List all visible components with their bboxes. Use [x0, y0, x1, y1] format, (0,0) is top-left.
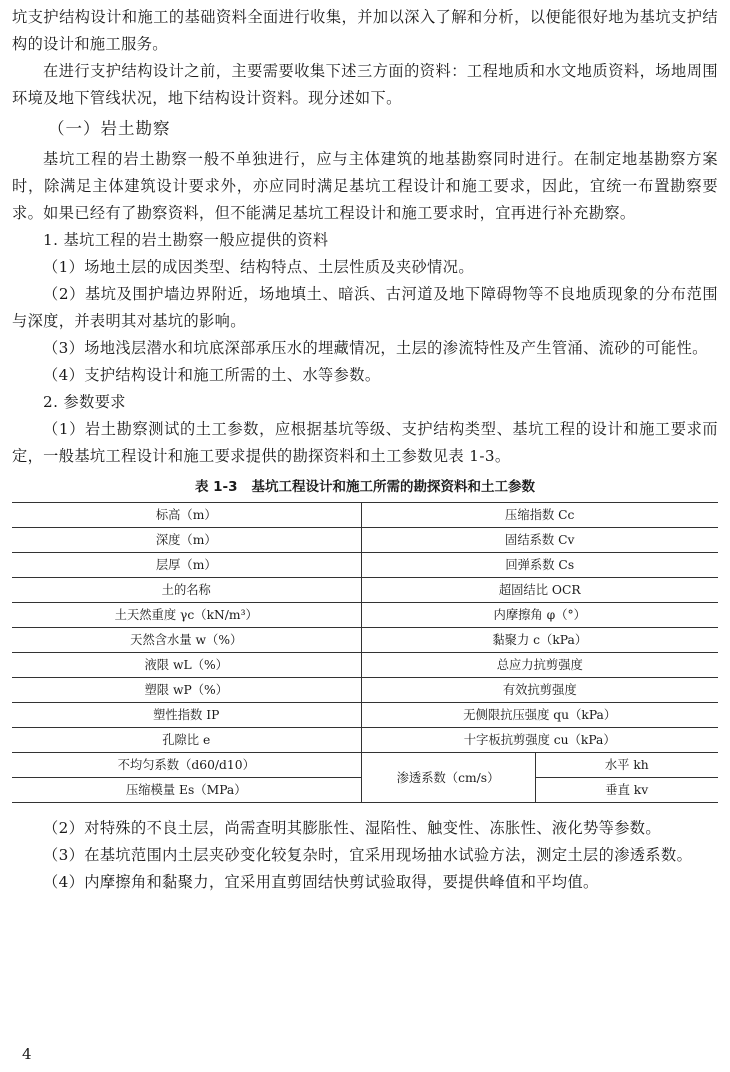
table-cell: 回弹系数 Cs	[361, 553, 718, 578]
table-row	[12, 753, 718, 778]
table-row	[12, 728, 718, 753]
list-item: （2）基坑及围护墙边界附近，场地填土、暗浜、古河道及地下障碍物等不良地质现象的分布范围与深度，并表明其对基坑的影响。	[12, 285, 718, 330]
table-cell: 超固结比 OCR	[361, 578, 718, 603]
table-cell: 固结系数 Cv	[361, 528, 718, 553]
table-cell: 层厚（m）	[12, 553, 361, 578]
list-item: （2）对特殊的不良土层，尚需查明其膨胀性、湿陷性、触变性、冻胀性、液化势等参数。	[43, 819, 661, 837]
table-cell: 总应力抗剪强度	[361, 653, 718, 678]
table-cell: 土天然重度 γc（kN/m³）	[12, 603, 361, 628]
table-row	[12, 653, 718, 678]
table-row	[12, 553, 718, 578]
table-cell: 十字板抗剪强度 cu（kPa）	[361, 728, 718, 753]
table-cell: 内摩擦角 φ（°）	[361, 603, 718, 628]
table-cell: 压缩指数 Cc	[361, 503, 718, 528]
subheading-parameters: 2. 参数要求	[43, 393, 126, 411]
paragraph-data-collection: 在进行支护结构设计之前，主要需要收集下述三方面的资料：工程地质和水文地质资料，场地周围环境及地下管线状况，地下结构设计资料。现分述如下。	[12, 62, 718, 107]
table-caption	[12, 476, 718, 498]
table-cell: 压缩模量 Es（MPa）	[12, 778, 361, 803]
list-item: （1）岩土勘察测试的土工参数，应根据基坑等级、支护结构类型、基坑工程的设计和施工要求而定，一般基坑工程设计和施工要求提供的勘探资料和土工参数见表 1-3。	[12, 420, 718, 465]
table-cell: 水平 kh	[535, 753, 718, 778]
table-cell: 渗透系数（cm/s）	[361, 753, 535, 803]
table-row	[12, 528, 718, 553]
table-cell: 液限 wL（%）	[12, 653, 361, 678]
table-cell: 深度（m）	[12, 528, 361, 553]
table-cell: 天然含水量 w（%）	[12, 628, 361, 653]
table-cell: 塑限 wP（%）	[12, 678, 361, 703]
parameters-table	[12, 502, 718, 803]
table-cell: 不均匀系数（d60/d10）	[12, 753, 361, 778]
table-cell: 无侧限抗压强度 qu（kPa）	[361, 703, 718, 728]
table-row	[12, 628, 718, 653]
table-cell: 塑性指数 IP	[12, 703, 361, 728]
table-title: 基坑工程设计和施工所需的勘探资料和土工参数	[251, 479, 536, 495]
list-item: （3）在基坑范围内土层夹砂变化较复杂时，宜采用现场抽水试验方法，测定土层的渗透系数。	[43, 846, 693, 864]
paragraph-survey-intro: 基坑工程的岩土勘察一般不单独进行，应与主体建筑的地基勘察同时进行。在制定地基勘察方案时，除满足主体建筑设计要求外，亦应同时满足基坑工程设计和施工要求，因此，宜统一布置勘察要求。如果已经有了勘察资料，但不能满足基坑工程设计和施工要求时，宜再进行补充勘察。	[12, 150, 718, 222]
table-row	[12, 503, 718, 528]
list-item: （3）场地浅层潜水和坑底深部承压水的埋藏情况，土层的渗流特性及产生管涌、流砂的可能性。	[43, 339, 708, 357]
list-item: （1）场地土层的成因类型、结构特点、土层性质及夹砂情况。	[43, 258, 474, 276]
list-item: （4）支护结构设计和施工所需的土、水等参数。	[43, 366, 381, 384]
table-row	[12, 678, 718, 703]
table-cell: 有效抗剪强度	[361, 678, 718, 703]
list-item: （4）内摩擦角和黏聚力，宜采用直剪固结快剪试验取得，要提供峰值和平均值。	[43, 873, 599, 891]
table-cell: 孔隙比 e	[12, 728, 361, 753]
table-cell: 标高（m）	[12, 503, 361, 528]
page-number: 4	[22, 1045, 32, 1063]
section-heading: （一）岩土勘察	[48, 119, 171, 138]
table-cell: 土的名称	[12, 578, 361, 603]
table-cell: 垂直 kv	[535, 778, 718, 803]
paragraph-intro-continued: 坑支护结构设计和施工的基础资料全面进行收集，并加以深入了解和分析，以便能很好地为基坑支护结构的设计和施工服务。	[12, 8, 718, 53]
table-cell: 黏聚力 c（kPa）	[361, 628, 718, 653]
table-row	[12, 703, 718, 728]
table-number: 表 1-3	[194, 479, 238, 495]
table-row	[12, 603, 718, 628]
table-row	[12, 578, 718, 603]
page-content	[12, 4, 718, 896]
subheading-data-provided: 1. 基坑工程的岩土勘察一般应提供的资料	[43, 231, 329, 249]
